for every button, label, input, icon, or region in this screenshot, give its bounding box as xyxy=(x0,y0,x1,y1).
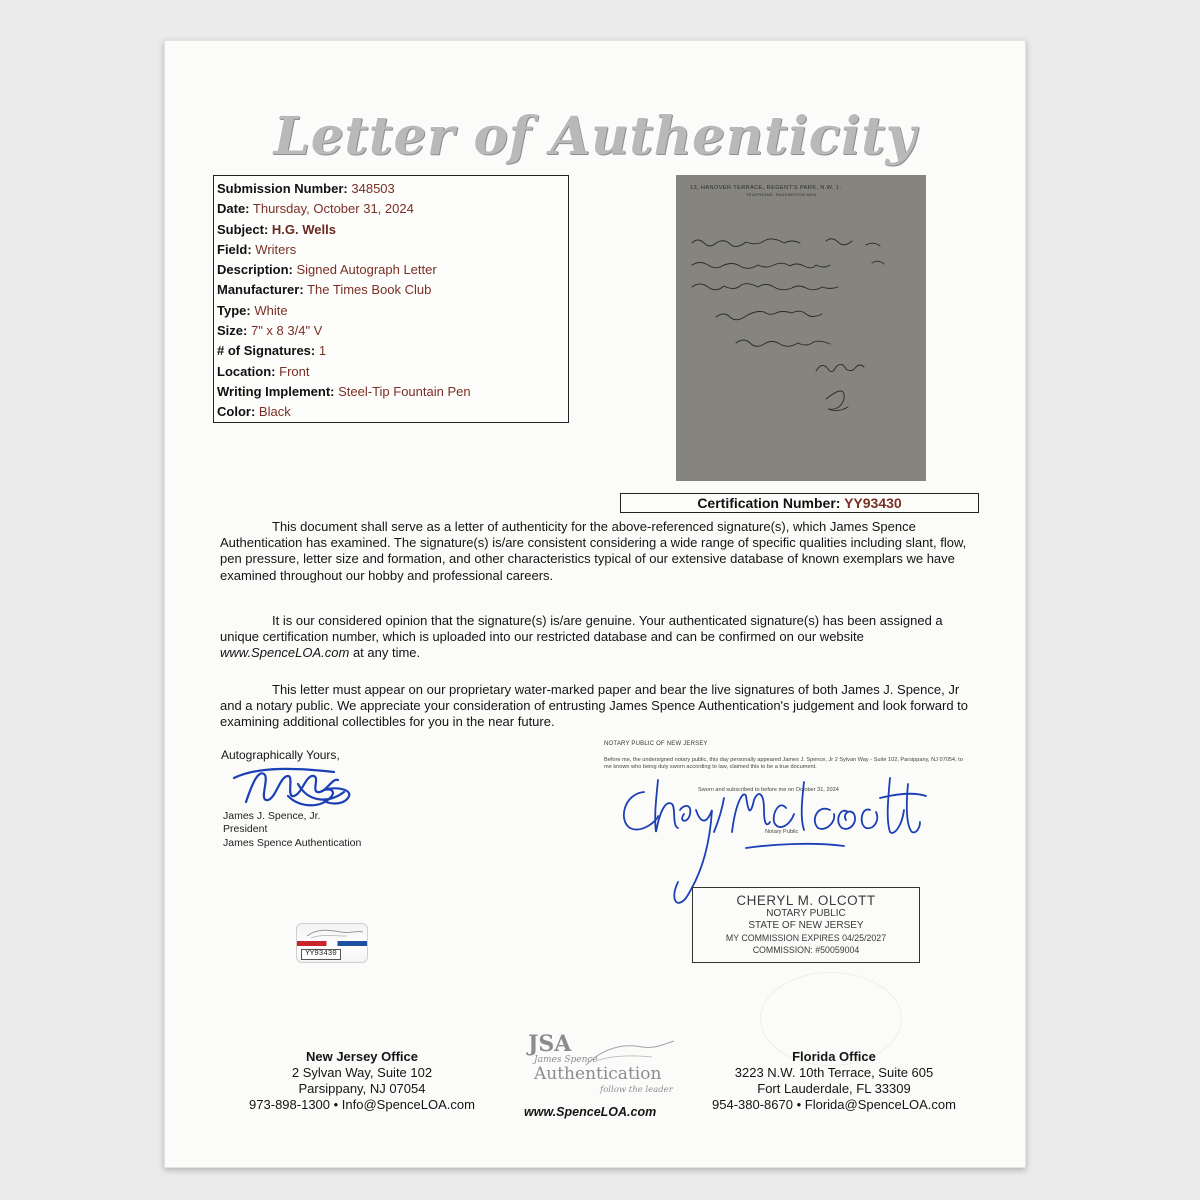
info-row-color: Color: Black xyxy=(217,404,291,420)
office-fl-email[interactable]: Florida@SpenceLOA.com xyxy=(804,1097,956,1112)
certification-label: Certification Number: xyxy=(697,495,841,511)
office-nj-contact: 973-898-1300 • Info@SpenceLOA.com xyxy=(249,1097,475,1112)
office-fl-contact: 954-380-8670 • Florida@SpenceLOA.com xyxy=(712,1097,956,1112)
jsa-logo-tagline: follow the leader xyxy=(600,1085,673,1095)
office-fl-address1: 3223 N.W. 10th Terrace, Suite 605 xyxy=(734,1065,934,1080)
info-row-field: Field: Writers xyxy=(217,241,297,257)
notary-commission-number: COMMISSION: #50059004 xyxy=(752,945,860,955)
jsa-logo-authentication: Authentication xyxy=(534,1064,662,1084)
info-row-signatures: # of Signatures: 1 xyxy=(217,343,327,359)
paragraph-opinion: It is our considered opinion that the signature(s) is/are genuine. Your authenticated signature(s) has been assigned a unique certification number, which is uploaded into our restricted database and can be confirmed on our website www.SpenceLOA.com at any time. xyxy=(220,613,943,661)
letterhead-line1: 13, HANOVER TERRACE, REGENT'S PARK, N.W. 1. xyxy=(690,185,842,191)
notary-name: CHERYL M. OLCOTT xyxy=(736,893,876,908)
closing-salutation: Autographically Yours, xyxy=(221,748,340,762)
jsa-logo-name: James Spence xyxy=(534,1055,598,1065)
info-row-date: Date: Thursday, October 31, 2024 xyxy=(217,201,414,217)
certification-number: YY93430 xyxy=(844,495,902,511)
letterhead-line2: TELEPHONE: PADDINGTON 6204. xyxy=(746,192,818,197)
notary-statement: Before me, the undersigned notary public, this day personally appeared James J. Spence, Jr 2 Sylvan Way - Suite 102, Parsippany, NJ 07054, to me known who being duly sworn according to law, claimed this to be a true document. xyxy=(604,757,963,771)
notary-public-label: Notary Public xyxy=(765,829,799,835)
notary-stamp-line1: NOTARY PUBLIC xyxy=(766,908,846,919)
jsa-hologram-sticker xyxy=(296,923,368,963)
notary-stamp xyxy=(692,887,920,963)
notary-commission-expiry: MY COMMISSION EXPIRES 04/25/2027 xyxy=(725,933,887,943)
submission-info-box xyxy=(213,175,569,423)
info-row-manufacturer: Manufacturer: The Times Book Club xyxy=(217,282,432,298)
signed-letter-photo xyxy=(676,175,926,481)
info-row-size: Size: 7" x 8 3/4" V xyxy=(217,323,323,339)
signer-company: James Spence Authentication xyxy=(223,836,362,849)
office-fl-address2: Fort Lauderdale, FL 33309 xyxy=(757,1081,911,1096)
office-new-jersey xyxy=(222,1049,502,1113)
office-florida xyxy=(694,1049,974,1113)
signer-title: President xyxy=(223,823,268,836)
office-nj-title: New Jersey Office xyxy=(305,1049,418,1064)
notary-heading: NOTARY PUBLIC OF NEW JERSEY xyxy=(604,741,708,747)
letter-image xyxy=(676,175,926,481)
office-nj-address1: 2 Sylvan Way, Suite 102 xyxy=(291,1065,433,1080)
website-link[interactable]: www.SpenceLOA.com xyxy=(220,645,350,661)
jsa-website-link[interactable]: www.SpenceLOA.com xyxy=(524,1105,657,1119)
info-row-description: Description: Signed Autograph Letter xyxy=(217,262,437,278)
info-row-location: Location: Front xyxy=(217,363,310,379)
jsa-logo xyxy=(512,1031,682,1121)
hologram-logo xyxy=(297,924,368,942)
notary-stamp-line2: STATE OF NEW JERSEY xyxy=(748,920,864,931)
info-row-type: Type: White xyxy=(217,302,288,318)
signer-name: James J. Spence, Jr. xyxy=(223,810,321,822)
hologram-stripe xyxy=(297,941,367,946)
info-row-submission: Submission Number: 348503 xyxy=(217,181,395,196)
info-row-writing-implement: Writing Implement: Steel-Tip Fountain Pen xyxy=(217,383,471,399)
certification-number-box xyxy=(620,493,979,513)
document-title: Letter of Authenticity xyxy=(273,106,917,167)
office-nj-email[interactable]: Info@SpenceLOA.com xyxy=(341,1097,475,1112)
office-nj-address2: Parsippany, NJ 07054 xyxy=(298,1081,426,1096)
paragraph-examination: This document shall serve as a letter of authenticity for the above-referenced signature(s), which James Spence Authentication has examined. The signature(s) is/are consistent considering a wide range of specific qualities including slant, flow, pen pressure, letter size and formation, and other characteristics typical of our extensive database of known exemplars we have examined throughout our hobby and professional careers. xyxy=(220,519,967,583)
hologram-code: YY93430 xyxy=(301,949,341,960)
office-fl-title: Florida Office xyxy=(792,1049,876,1064)
jsa-logo-mark: JSA xyxy=(528,1031,572,1057)
spence-signature xyxy=(228,762,368,812)
info-row-subject: Subject: H.G. Wells xyxy=(217,221,336,237)
signer-block xyxy=(223,810,361,850)
paragraph-paper-notice: This letter must appear on our proprietary water-marked paper and bear the live signatures of both James J. Spence, Jr and a notary public. We appreciate your consideration of entrusting James Spence Authentication's judgement and look forward to examining additional collectibles for you in the near future. xyxy=(220,682,969,730)
notary-sworn-line: Sworn and subscribed to before me on October 31, 2024 xyxy=(698,787,839,793)
